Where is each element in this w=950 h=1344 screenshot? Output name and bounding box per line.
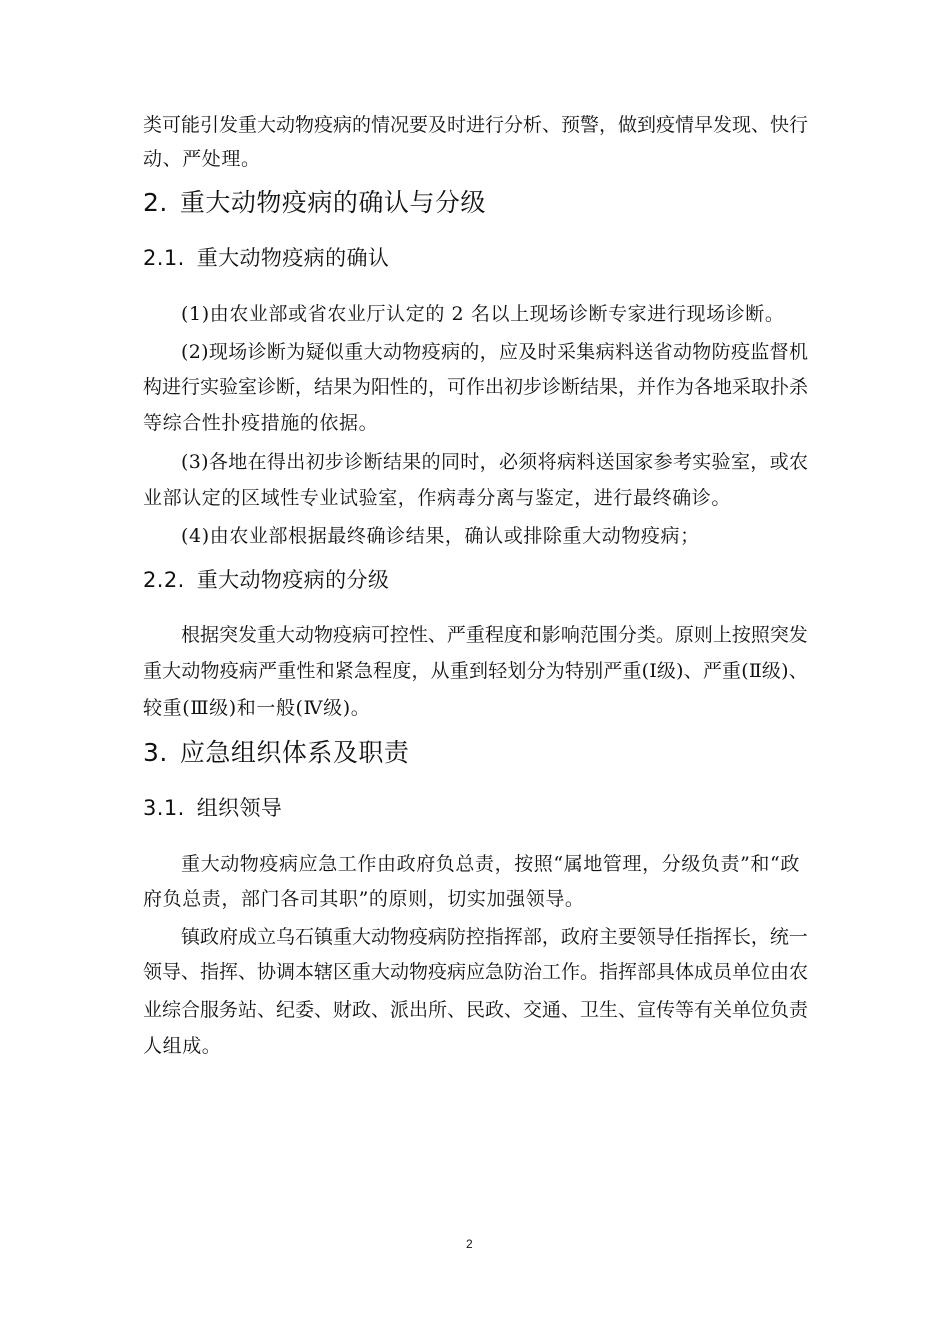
paragraph-line: 构进行实验室诊断，结果为阳性的，可作出初步诊断结果，并作为各地采取扑杀	[143, 376, 809, 398]
subsection-title: 重大动物疫病的确认	[196, 246, 390, 270]
subsection-number: 3.1.	[143, 796, 185, 820]
page-number: 2	[466, 1237, 473, 1251]
subsection-heading-2-2	[143, 570, 389, 591]
paragraph-line: 类可能引发重大动物疫病的情况要及时进行分析、预警，做到疫情早发现、快行	[143, 114, 809, 136]
paragraph-line: (1)由农业部或省农业厅认定的 2 名以上现场诊断专家进行现场诊断。	[181, 303, 785, 325]
subsection-title: 重大动物疫病的分级	[196, 568, 390, 592]
section-title: 应急组织体系及职责	[179, 738, 410, 767]
paragraph-line: 业部认定的区域性专业试验室，作病毒分离与鉴定，进行最终确诊。	[143, 487, 732, 509]
paragraph-line: 重大动物疫病严重性和紧急程度，从重到轻划分为特别严重(Ⅰ级)、严重(Ⅱ级)、	[143, 660, 808, 682]
paragraph-line: (2)现场诊断为疑似重大动物疫病的，应及时采集病料送省动物防疫监督机	[181, 341, 809, 363]
subsection-heading-2-1	[143, 248, 389, 269]
paragraph-line: 业综合服务站、纪委、财政、派出所、民政、交通、卫生、宣传等有关单位负责	[143, 999, 809, 1021]
section-heading-2	[143, 190, 486, 215]
subsection-number: 2.2.	[143, 568, 185, 592]
section-title: 重大动物疫病的确认与分级	[179, 188, 486, 217]
paragraph-line: 重大动物疫病应急工作由政府负总责，按照“属地管理，分级负责”和“政	[181, 853, 800, 875]
section-heading-3	[143, 740, 409, 765]
paragraph-line: 较重(Ⅲ级)和一般(Ⅳ级)。	[143, 697, 371, 719]
subsection-title: 组织领导	[196, 796, 283, 820]
section-number: 2.	[143, 188, 168, 217]
paragraph-line: 等综合性扑疫措施的依据。	[143, 412, 379, 434]
section-number: 3.	[143, 738, 168, 767]
paragraph-line: 领导、指挥、协调本辖区重大动物疫病应急防治工作。指挥部具体成员单位由农	[143, 961, 809, 983]
paragraph-line: 镇政府成立乌石镇重大动物疫病防控指挥部，政府主要领导任指挥长，统一	[181, 926, 808, 948]
paragraph-line: 根据突发重大动物疫病可控性、严重程度和影响范围分类。原则上按照突发	[181, 624, 808, 646]
paragraph-line: 动、严处理。	[143, 148, 261, 170]
paragraph-line: (4)由农业部根据最终确诊结果，确认或排除重大动物疫病；	[181, 525, 700, 547]
subsection-heading-3-1	[143, 798, 282, 819]
paragraph-line: 人组成。	[143, 1035, 222, 1057]
paragraph-line: (3)各地在得出初步诊断结果的同时，必须将病料送国家参考实验室，或农	[181, 451, 809, 473]
paragraph-line: 府负总责，部门各司其职”的原则，切实加强领导。	[143, 888, 585, 910]
subsection-number: 2.1.	[143, 246, 185, 270]
